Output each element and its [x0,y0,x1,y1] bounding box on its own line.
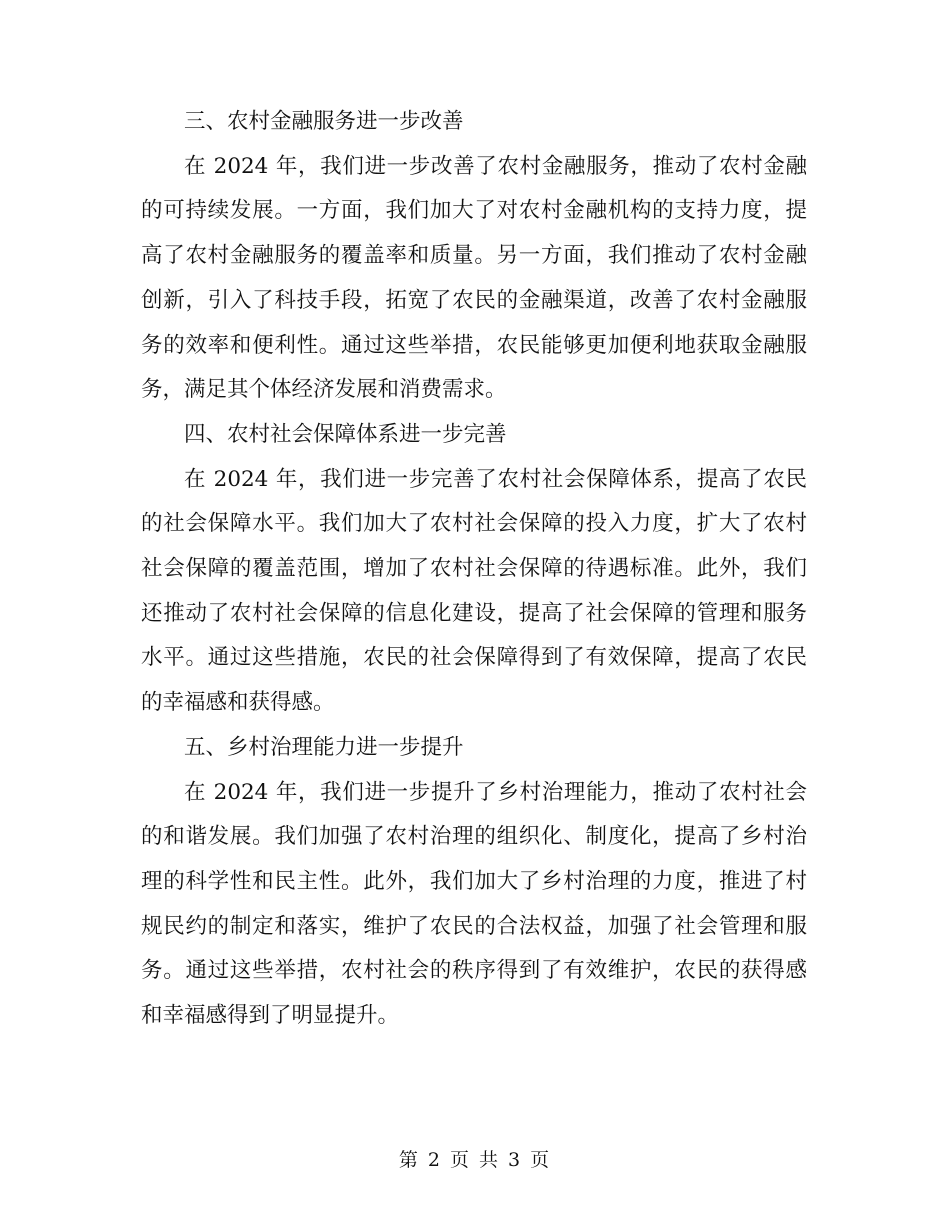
section-heading: 四、农村社会保障体系进一步完善 [184,421,507,447]
section-paragraph: 在 2024 年，我们进一步完善了农村社会保障体系，提高了农民的社会保障水平。我们加大了农村社会保障的投入力度，扩大了农村社会保障的覆盖范围，增加了农村社会保障的待遇标准。此外，我们还推动了农村社会保障的信息化建设，提高了社会保障的管理和服务水平。通过这些措施，农民的社会保障得到了有效保障，提高了农民的幸福感和获得感。 [141,466,807,716]
section-paragraph: 在 2024 年，我们进一步提升了乡村治理能力，推动了农村社会的和谐发展。我们加强了农村治理的组织化、制度化，提高了乡村治理的科学性和民主性。此外，我们加大了乡村治理的力度，推进了村规民约的制定和落实，维护了农民的合法权益，加强了社会管理和服务。通过这些举措，农村社会的秩序得到了有效维护，农民的获得感和幸福感得到了明显提升。 [141,779,807,1029]
section-paragraph: 在 2024 年，我们进一步改善了农村金融服务，推动了农村金融的可持续发展。一方面，我们加大了对农村金融机构的支持力度，提高了农村金融服务的覆盖率和质量。另一方面，我们推动了农村金融创新，引入了科技手段，拓宽了农民的金融渠道，改善了农村金融服务的效率和便利性。通过这些举措，农民能够更加便利地获取金融服务，满足其个体经济发展和消费需求。 [141,153,807,403]
document-body [141,100,807,1039]
section-heading: 五、乡村治理能力进一步提升 [184,734,464,760]
section-heading: 三、农村金融服务进一步改善 [184,109,464,134]
page-number-footer: 第 2 页 共 3 页 [398,1149,552,1171]
